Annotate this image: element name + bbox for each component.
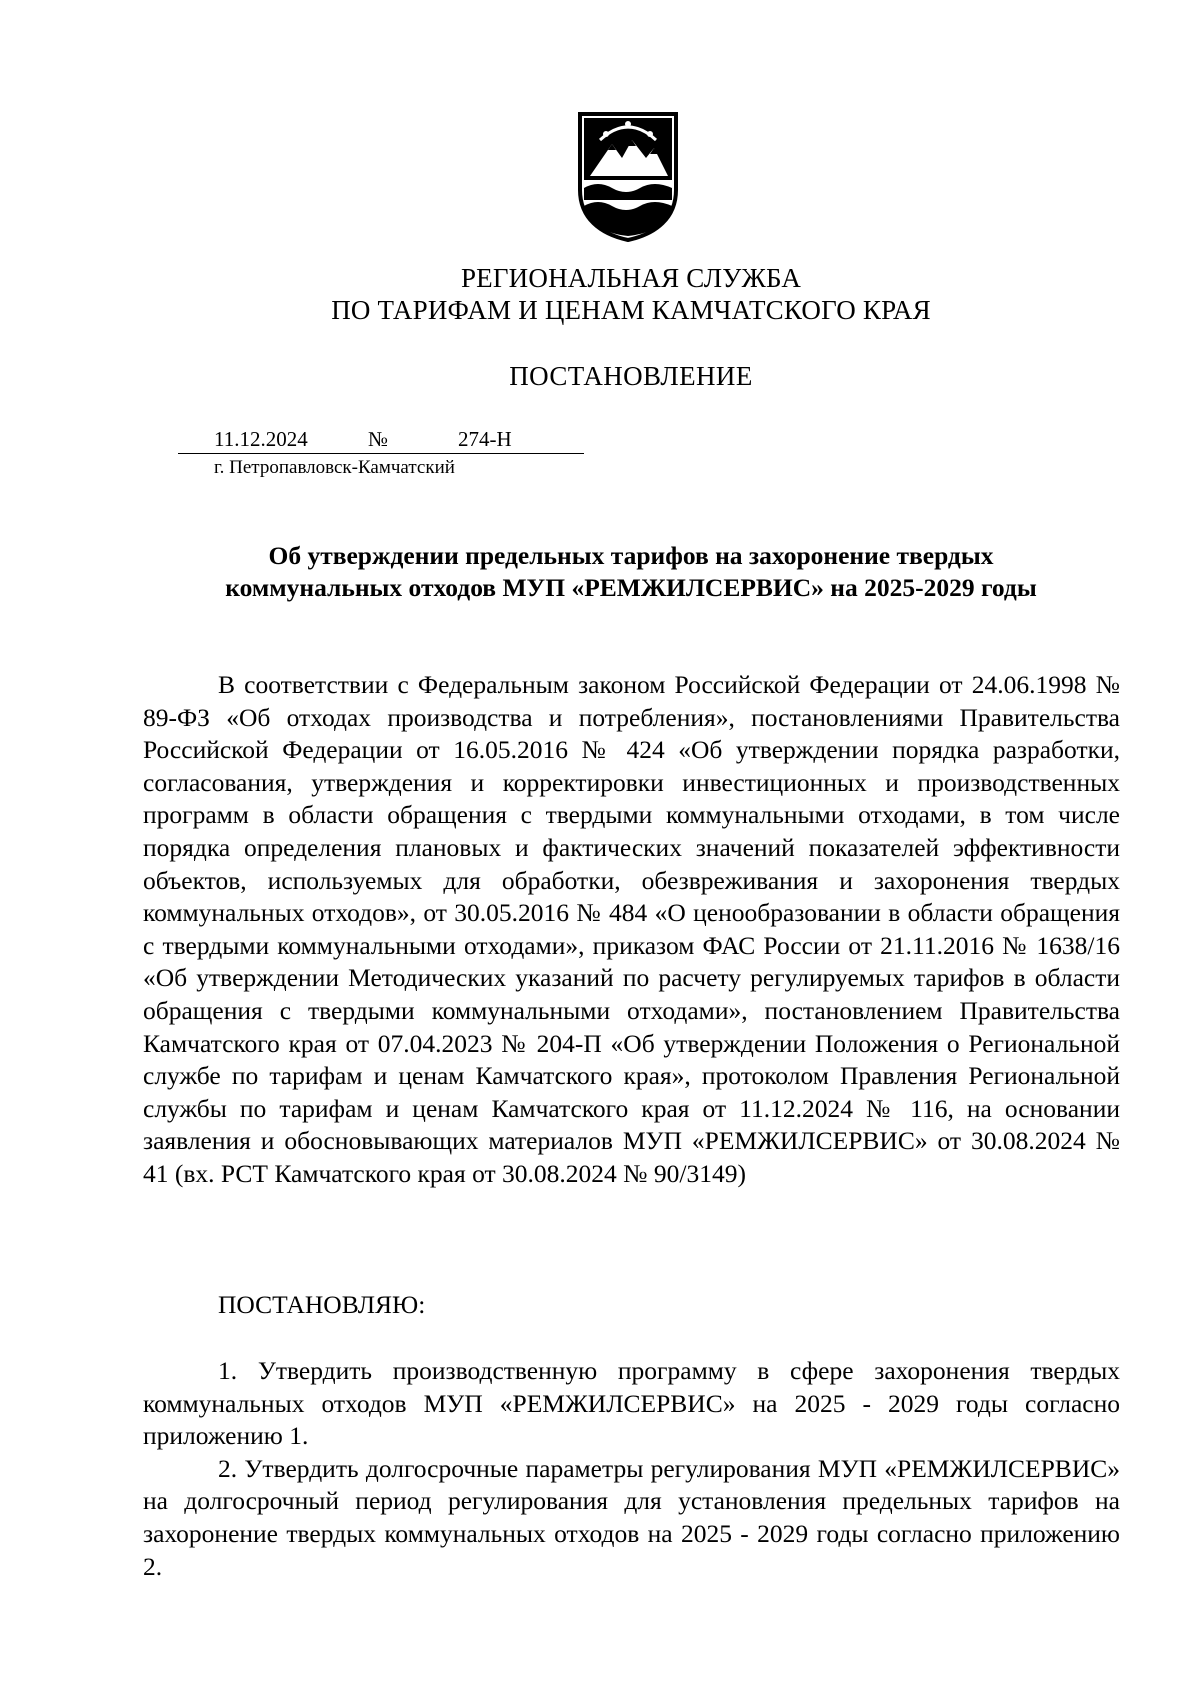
items-block <box>143 1355 1120 1583</box>
title-line1: Об утверждении предельных тарифов на захоронение твердых <box>268 541 994 570</box>
preamble-paragraph: В соответствии с Федеральным законом Российской Федерации от 24.06.1998 № 89-ФЗ «Об отходах производства и потребления», постановлениями Правительства Российской Федерации от 16.05.2016 № 424 «Об утверждении порядка разработки, согласования, утверждения и корректировки инвестиционных и производственных программ в области обращения с твердыми коммунальными отходами, в том числе порядка определения плановых и фактических значений показателей эффективности объектов, используемых для обработки, обезвреживания и захоронения твердых коммунальных отходов», от 30.05.2016 № 484 «О ценообразовании в области обращения с твердыми коммунальными отходами», приказом ФАС России от 21.11.2016 № 1638/16 «Об утверждении Методических указаний по расчету регулируемых тарифов в области обращения с твердыми коммунальными отходами», постановлением Правительства Камчатского края от 07.04.2023 № 204-П «Об утверждении Положения о Региональной службе по тарифам и ценам Камчатского края», протоколом Правления Региональной службы по тарифам и ценам Камчатского края от 11.12.2024 № 116, на основании заявления и обосновывающих материалов МУП «РЕМЖИЛСЕРВИС» от 30.08.2024 № 41 (вх. РСТ Камчатского края от 30.08.2024 № 90/3149) <box>143 670 1120 1188</box>
registration-line <box>178 425 584 454</box>
title-line2: коммунальных отходов МУП «РЕМЖИЛСЕРВИС» на 2025-2029 годы <box>225 573 1037 602</box>
document-date: 11.12.2024 <box>214 427 308 451</box>
item-1: 1. Утвердить производственную программу в сфере захоронения твердых коммунальных отходов МУП «РЕМЖИЛСЕРВИС» на 2025 - 2029 годы согласно приложению 1. <box>143 1356 1120 1451</box>
document-title <box>0 540 1200 604</box>
resolve-word: ПОСТАНОВЛЯЮ: <box>218 1290 426 1319</box>
agency-name-line1: РЕГИОНАЛЬНАЯ СЛУЖБА <box>460 263 802 293</box>
kamchatka-coat-of-arms-icon <box>576 110 680 242</box>
document-number: 274-Н <box>458 427 512 451</box>
item-2: 2. Утвердить долгосрочные параметры регулирования МУП «РЕМЖИЛСЕРВИС» на долгосрочный период регулирования для установления предельных тарифов на захоронение твердых коммунальных отходов на 2025 - 2029 годы согласно приложению 2. <box>143 1453 1120 1581</box>
city-name: г. Петропавловск-Камчатский <box>214 457 455 478</box>
agency-name-line2: ПО ТАРИФАМ И ЦЕНАМ КАМЧАТСКОГО КРАЯ <box>331 295 931 325</box>
document-type: ПОСТАНОВЛЕНИЕ <box>509 361 753 391</box>
preamble-block <box>143 669 1120 1191</box>
number-sign: № <box>368 427 389 451</box>
